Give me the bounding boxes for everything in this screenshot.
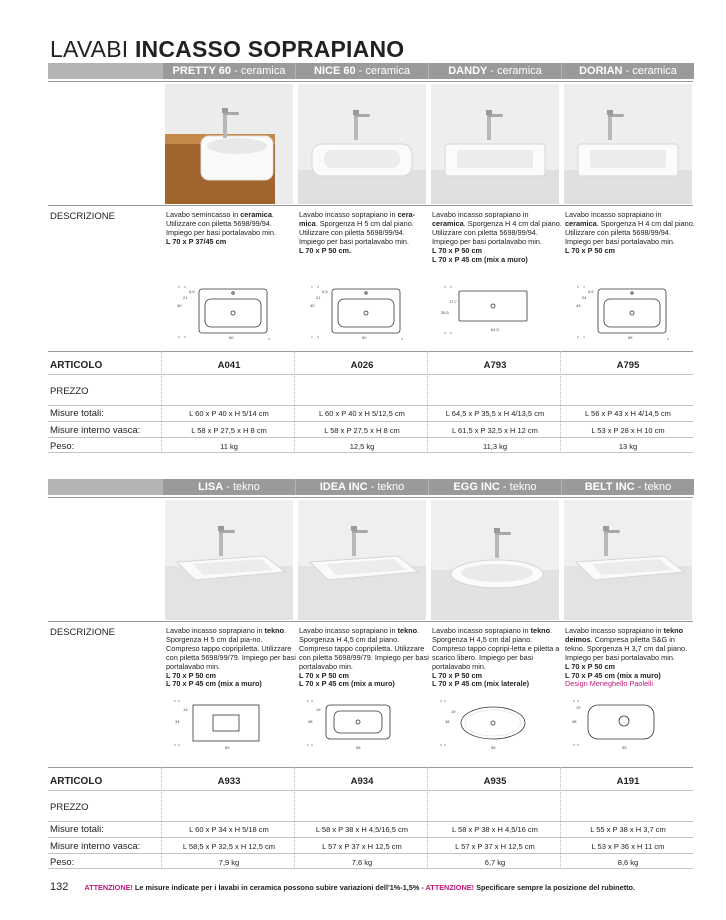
row-label-misure-totali: Misure totali: <box>50 824 104 835</box>
dim-label: 43 <box>576 303 581 308</box>
dim-label: 60 <box>229 335 234 340</box>
product-description <box>432 627 562 689</box>
row-label-descrizione: DESCRIZIONE <box>50 211 115 222</box>
value-articolo: A933 <box>217 776 241 787</box>
row-divider <box>48 205 693 206</box>
value-misure-totali: L 60 x P 40 x H 5/12,5 cm <box>319 409 405 418</box>
product-name: BELT INC <box>584 481 635 493</box>
min-size: L 70 x P 50 cm <box>565 245 616 255</box>
row-divider <box>48 853 693 854</box>
value-misure-totali: L 60 x P 40 x H 5/14 cm <box>189 409 269 418</box>
min-size: L 70 x P 37/45 cm <box>166 236 227 246</box>
value-misure-interno: L 53 x P 36 x H 11 cm <box>591 842 665 851</box>
dim-label: 60 <box>225 745 230 750</box>
product-header <box>429 63 561 79</box>
dim-label: 40 <box>177 303 182 308</box>
min-size: L 70 x P 50 cm <box>299 670 350 680</box>
title-bold: INCASSO SOPRAPIANO <box>134 36 405 62</box>
desc-material: ceramica <box>432 218 464 228</box>
value-articolo: A934 <box>350 776 374 787</box>
product-description <box>299 627 429 689</box>
value-articolo: A026 <box>350 360 374 371</box>
value-misure-totali: L 56 x P 43 x H 4/14,5 cm <box>585 409 671 418</box>
dim-label: 40 <box>310 303 315 308</box>
page-number: 132 <box>50 881 69 893</box>
row-divider <box>48 821 693 822</box>
value-misure-totali: L 60 x P 34 x H 5/18 cm <box>189 825 269 834</box>
value-misure-totali: L 55 x P 38 x H 3,7 cm <box>590 825 666 834</box>
value-peso: 7,6 kg <box>351 858 373 867</box>
dim-label: 13 <box>183 707 188 712</box>
desc-text: . Sporgenza H 5 cm dal pia-no. Compreso tappo copripiletta. Utilizzare con piletta 5698/99/79. Impiego per basi portalavabo min. <box>166 626 296 671</box>
dim-label: 24 <box>582 295 587 300</box>
row-label-misure-interno: Misure interno vasca: <box>50 425 141 436</box>
min-size: L 70 x P 50 cm <box>565 661 616 671</box>
row-divider <box>48 837 693 838</box>
value-misure-interno: L 61,5 x P 32,5 x H 12 cm <box>452 426 538 435</box>
desc-text: Lavabo semincasso in <box>166 210 241 219</box>
min-size-alt: L 70 x P 45 cm (mix a muro) <box>299 679 395 689</box>
product-block-1 <box>48 63 693 455</box>
dim-label: 35,5 <box>441 310 449 315</box>
value-misure-interno: L 57 x P 37 x H 12,5 cm <box>455 842 535 851</box>
dimension-diagram <box>302 281 422 341</box>
desc-text: Lavabo incasso soprapiano in <box>299 210 398 219</box>
product-material: - tekno <box>499 481 537 493</box>
min-size: L 70 x P 50 cm. <box>299 245 352 255</box>
dim-label: 21 <box>183 295 188 300</box>
row-label-peso: Peso: <box>50 857 75 868</box>
row-divider <box>48 374 693 375</box>
min-size-alt: L 70 x P 45 cm (mix a muro) <box>166 679 262 689</box>
row-divider <box>48 437 693 438</box>
desc-text: Lavabo incasso soprapiano in <box>299 626 398 635</box>
product-photo <box>564 84 692 204</box>
row-divider <box>48 868 693 869</box>
footer <box>50 881 635 893</box>
desc-material: ceramica <box>240 210 272 219</box>
design-credit: Design Meneghello Paolelli <box>565 679 654 689</box>
dim-label: 6,5 <box>189 289 195 294</box>
title-light: LAVABI <box>50 36 129 62</box>
value-articolo: A191 <box>616 776 640 787</box>
row-label-misure-interno: Misure interno vasca: <box>50 841 141 852</box>
dim-label: 21 <box>316 295 321 300</box>
value-misure-interno: L 57 x P 37 x H 12,5 cm <box>322 842 402 851</box>
dim-label: 55 <box>622 745 627 750</box>
product-photo <box>431 500 559 620</box>
product-material: - tekno <box>367 481 405 493</box>
row-divider <box>48 405 693 406</box>
product-header <box>429 479 561 495</box>
footer-text-1: Le misure indicate per i lavabi in ceramica possono subire variazioni dell'1%-1,5% - <box>132 883 426 892</box>
min-size-alt: L 70 x P 45 cm (mix laterale) <box>432 679 530 689</box>
row-divider <box>48 621 693 622</box>
footer-attention-1: ATTENZIONE! <box>84 883 133 892</box>
dimension-diagram <box>169 281 289 341</box>
product-photo <box>165 500 293 620</box>
value-misure-interno: L 58 x P 27,5 x H 8 cm <box>324 426 400 435</box>
dimension-diagram <box>302 697 422 757</box>
dimension-diagram <box>568 697 688 757</box>
row-label-prezzo: PREZZO <box>50 802 89 813</box>
dimension-diagram <box>435 697 555 757</box>
dim-label: 60 <box>362 335 367 340</box>
value-misure-interno: L 58,5 x P 32,5 x H 12,5 cm <box>182 842 276 851</box>
desc-text: . Sporgenza H 5 cm dal piano. Utilizzare con piletta 5698/99/94. <box>299 218 414 237</box>
value-misure-interno: L 58 x P 27,5 x H 8 cm <box>191 426 267 435</box>
product-header <box>163 479 295 495</box>
product-photo <box>298 500 426 620</box>
product-name: DORIAN <box>579 65 623 77</box>
footer-text-2: Specificare sempre la posizione del rubinetto. <box>474 883 636 892</box>
desc-text: . Sporgenza H 4,5 cm dal piano. Compreso tappo copripiletta. Utilizzare con piletta 5698/99/79. Impiego per basi portalavabo min. <box>299 626 429 671</box>
dimension-diagram <box>169 697 289 757</box>
dim-label: 38 <box>308 719 313 724</box>
product-header <box>296 479 428 495</box>
product-name: NICE 60 <box>314 65 356 77</box>
value-peso: 11 kg <box>220 442 238 451</box>
value-articolo: A795 <box>616 360 640 371</box>
value-peso: 7,9 kg <box>218 858 240 867</box>
product-name: LISA <box>198 481 224 493</box>
min-size: L 70 x P 50 cm <box>432 670 483 680</box>
product-name: IDEA INC <box>319 481 368 493</box>
value-peso: 8,6 kg <box>617 858 639 867</box>
row-label-peso: Peso: <box>50 441 75 452</box>
min-size-alt: L 70 x P 45 cm (mix a muro) <box>432 254 528 264</box>
row-label-misure-totali: Misure totali: <box>50 408 104 419</box>
row-divider <box>48 81 693 82</box>
product-header <box>562 63 694 79</box>
desc-material: tekno deimos <box>565 626 684 644</box>
desc-text: Lavabo incasso soprapiano in <box>166 626 265 635</box>
min-size-alt: L 70 x P 45 cm (mix a muro) <box>565 670 661 680</box>
value-misure-interno: L 53 x P 28 x H 10 cm <box>591 426 665 435</box>
product-material: - ceramica <box>355 65 410 77</box>
page-title <box>50 36 404 63</box>
product-material: - ceramica <box>487 65 542 77</box>
value-articolo: A793 <box>483 360 507 371</box>
desc-text: . Sporgenza H 4 cm dal piano. Utilizzare con piletta 5698/99/94. Impiego per basi portalavabo min. <box>432 218 562 246</box>
value-misure-totali: L 58 x P 38 x H 4,5/16 cm <box>452 825 538 834</box>
product-block-2 <box>48 479 693 871</box>
dim-label: 58 <box>491 745 496 750</box>
desc-text: . Utilizzare con piletta 5698/99/94. <box>166 210 274 228</box>
product-description <box>299 211 429 256</box>
value-peso: 13 kg <box>618 442 638 451</box>
desc-text: Lavabo incasso soprapiano in <box>565 626 664 635</box>
desc-material: tekno <box>264 626 285 635</box>
desc-text: Impiego per basi portalavabo min. <box>166 227 276 237</box>
product-name: PRETTY 60 <box>172 65 232 77</box>
row-divider <box>48 421 693 422</box>
desc-text: Lavabo incasso soprapiano in <box>432 210 529 219</box>
product-photo <box>298 84 426 204</box>
product-material: - ceramica <box>622 65 677 77</box>
row-label-descrizione: DESCRIZIONE <box>50 627 115 638</box>
product-description <box>565 627 695 689</box>
row-divider <box>48 452 693 453</box>
dim-label: 19 <box>576 705 581 710</box>
dim-label: 17,7 <box>449 299 457 304</box>
product-material: - tekno <box>634 481 672 493</box>
desc-text: Lavabo incasso soprapiano in <box>565 210 662 219</box>
dim-label: 58 <box>356 745 361 750</box>
product-description <box>432 211 562 264</box>
desc-material: tekno <box>530 626 551 635</box>
product-material: - tekno <box>223 481 260 493</box>
dim-label: 5,5 <box>588 289 594 294</box>
product-name: DANDY <box>448 65 488 77</box>
value-misure-totali: L 58 x P 38 x H 4,5/16,5 cm <box>315 825 409 834</box>
desc-text: . Sporgenza H 4 cm dal piano. Utilizzare con piletta 5698/99/94. Impiego per basi portalavabo <box>565 218 695 246</box>
product-header <box>562 479 694 495</box>
value-articolo: A935 <box>483 776 507 787</box>
column-separator <box>161 767 162 869</box>
desc-text: Lavabo incasso soprapiano in <box>432 626 531 635</box>
column-separator <box>161 351 162 453</box>
dim-label: 6,5 <box>322 289 328 294</box>
footer-attention-2: ATTENZIONE! <box>425 883 475 892</box>
desc-text: Impiego per basi portalavabo min. <box>299 236 409 246</box>
product-photo <box>431 84 559 204</box>
product-header <box>163 63 295 79</box>
product-name: EGG INC <box>453 481 500 493</box>
dim-label: 19 <box>451 709 456 714</box>
row-label-articolo: ARTICOLO <box>50 360 103 371</box>
dim-label: 34 <box>175 719 180 724</box>
dimension-diagram <box>435 281 555 341</box>
row-divider <box>48 790 693 791</box>
min-size: L 70 x P 50 cm <box>166 670 217 680</box>
dim-label: 64,5 <box>491 327 499 332</box>
product-description <box>166 627 296 689</box>
product-header <box>296 63 428 79</box>
value-misure-totali: L 64,5 x P 35,5 x H 4/13,5 cm <box>445 409 545 418</box>
desc-material: cera-mica <box>299 210 416 228</box>
desc-text: . Compresa piletta S&G in tekno. Sporgenza H 3,7 cm dal piano. Impiego per basi portalavabo min. <box>565 634 688 662</box>
dim-label: 38 <box>572 719 577 724</box>
desc-text: . Sporgenza H 4,5 cm dal piano. Compreso tappo copripi-letta e piletta a scarico libero. Impiego per basi portalavabo min. <box>432 626 560 671</box>
product-photo <box>165 84 293 204</box>
product-photo <box>564 500 692 620</box>
dim-label: 56 <box>628 335 633 340</box>
value-peso: 12,5 kg <box>349 442 375 451</box>
product-description <box>565 211 695 256</box>
desc-material: ceramica <box>565 218 597 228</box>
row-divider <box>48 351 693 352</box>
product-description <box>166 211 296 247</box>
row-divider <box>48 497 693 498</box>
value-peso: 6,7 kg <box>484 858 506 867</box>
min-size: L 70 x P 50 cm <box>432 245 483 255</box>
value-articolo: A041 <box>217 360 241 371</box>
dim-label: 38 <box>445 719 450 724</box>
row-label-prezzo: PREZZO <box>50 386 89 397</box>
desc-text: min. <box>661 236 675 246</box>
row-divider <box>48 767 693 768</box>
dim-label: 19 <box>316 707 321 712</box>
value-peso: 11,3 kg <box>482 442 508 451</box>
desc-material: tekno <box>397 626 418 635</box>
row-label-articolo: ARTICOLO <box>50 776 103 787</box>
dimension-diagram <box>568 281 688 341</box>
product-material: - ceramica <box>231 65 286 77</box>
